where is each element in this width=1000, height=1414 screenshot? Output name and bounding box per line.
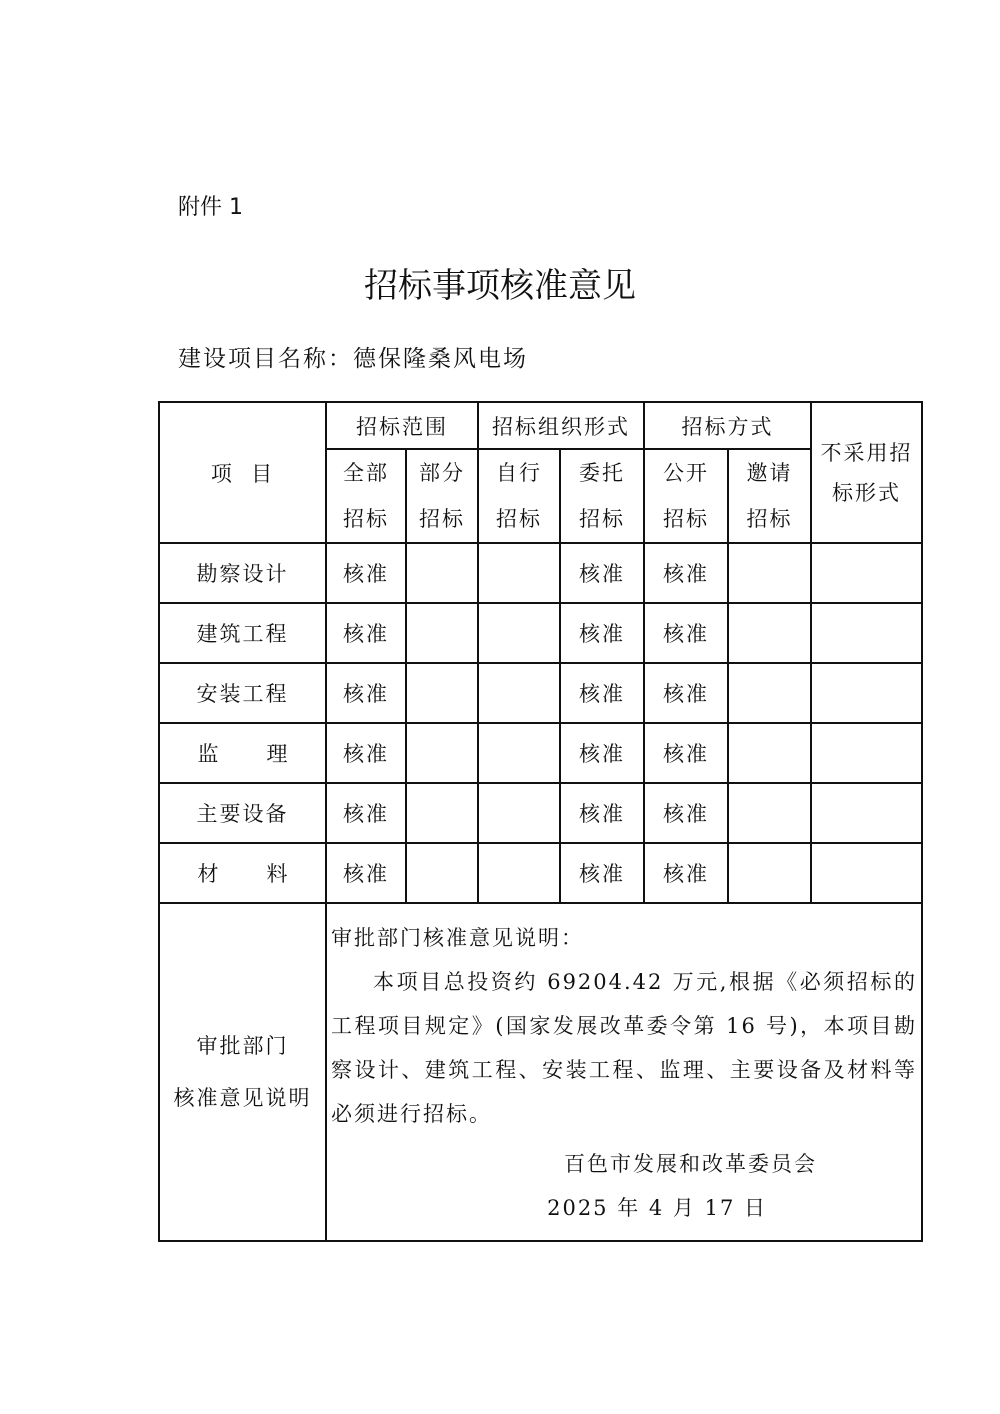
table-row bbox=[159, 783, 922, 843]
table-cell: 核准 bbox=[326, 843, 406, 903]
sub-header-invited: 邀请 招标 bbox=[728, 449, 811, 543]
attachment-label: 附件 1 bbox=[178, 195, 243, 220]
table-row bbox=[159, 663, 922, 723]
table-row bbox=[159, 843, 922, 903]
sub-header-full: 全部 招标 bbox=[326, 449, 406, 543]
approval-opinion bbox=[326, 903, 922, 1241]
table-cell bbox=[406, 603, 478, 663]
table-cell: 核准 bbox=[326, 603, 406, 663]
project-name-line: 建设项目名称：德保隆桑风电场 bbox=[178, 346, 528, 372]
tender-approval-table bbox=[158, 401, 923, 1242]
table-cell: 核准 bbox=[560, 723, 644, 783]
table-cell bbox=[728, 783, 811, 843]
table-cell bbox=[728, 843, 811, 903]
table-cell bbox=[811, 543, 922, 603]
approval-label: 审批部门 核准意见说明 bbox=[159, 903, 326, 1241]
table-cell bbox=[406, 843, 478, 903]
table-row bbox=[159, 603, 922, 663]
table-cell bbox=[811, 723, 922, 783]
approval-date: 2025 年 4 月 17 日 bbox=[547, 1196, 767, 1220]
table-cell bbox=[478, 663, 560, 723]
not-adopted-header: 不采用招标形式 bbox=[811, 402, 922, 543]
table-cell bbox=[478, 783, 560, 843]
table-cell bbox=[728, 723, 811, 783]
table-cell bbox=[406, 543, 478, 603]
table-cell: 核准 bbox=[326, 783, 406, 843]
table-cell bbox=[811, 843, 922, 903]
table-cell: 核准 bbox=[326, 663, 406, 723]
table-cell bbox=[406, 723, 478, 783]
approval-row bbox=[159, 903, 922, 1241]
table-cell: 核准 bbox=[560, 603, 644, 663]
sub-header-entrusted: 委托 招标 bbox=[560, 449, 644, 543]
table-cell: 核准 bbox=[644, 663, 728, 723]
sub-header-open: 公开 招标 bbox=[644, 449, 728, 543]
table-cell: 核准 bbox=[644, 783, 728, 843]
table-cell bbox=[811, 783, 922, 843]
table-cell: 核准 bbox=[326, 723, 406, 783]
table-cell bbox=[728, 663, 811, 723]
table-row bbox=[159, 543, 922, 603]
row-item: 主要设备 bbox=[159, 783, 326, 843]
row-item: 勘察设计 bbox=[159, 543, 326, 603]
row-item: 监理 bbox=[159, 723, 326, 783]
row-item: 建筑工程 bbox=[159, 603, 326, 663]
table-cell: 核准 bbox=[560, 783, 644, 843]
table-cell: 核准 bbox=[644, 543, 728, 603]
item-header: 项 目 bbox=[159, 402, 326, 543]
table-cell: 核准 bbox=[644, 723, 728, 783]
group-header-method: 招标方式 bbox=[644, 402, 811, 449]
table-cell bbox=[406, 783, 478, 843]
table-cell: 核准 bbox=[326, 543, 406, 603]
sub-header-partial: 部分 招标 bbox=[406, 449, 478, 543]
approval-heading: 审批部门核准意见说明： bbox=[331, 926, 584, 950]
table-row bbox=[159, 723, 922, 783]
table-cell: 核准 bbox=[560, 843, 644, 903]
table-cell bbox=[478, 723, 560, 783]
row-item: 材料 bbox=[159, 843, 326, 903]
group-header-organization: 招标组织形式 bbox=[478, 402, 644, 449]
table-cell: 核准 bbox=[560, 663, 644, 723]
table-cell bbox=[728, 543, 811, 603]
row-item: 安装工程 bbox=[159, 663, 326, 723]
table-cell bbox=[478, 843, 560, 903]
table-cell bbox=[728, 603, 811, 663]
document-title: 招标事项核准意见 bbox=[364, 266, 636, 306]
table-cell: 核准 bbox=[644, 843, 728, 903]
table-cell bbox=[406, 663, 478, 723]
table-cell bbox=[478, 603, 560, 663]
sub-header-self: 自行 招标 bbox=[478, 449, 560, 543]
table-cell: 核准 bbox=[560, 543, 644, 603]
approval-signer: 百色市发展和改革委员会 bbox=[564, 1152, 817, 1176]
table-cell bbox=[478, 543, 560, 603]
table-cell bbox=[811, 663, 922, 723]
table-cell bbox=[811, 603, 922, 663]
group-header-scope: 招标范围 bbox=[326, 402, 478, 449]
table-cell: 核准 bbox=[644, 603, 728, 663]
approval-body: 本项目总投资约 69204.42 万元,根据《必须招标的工程项目规定》(国家发展改革委令第 16 号)，本项目勘察设计、建筑工程、安装工程、监理、主要设备及材料等必须进行招标。 bbox=[331, 970, 917, 1126]
